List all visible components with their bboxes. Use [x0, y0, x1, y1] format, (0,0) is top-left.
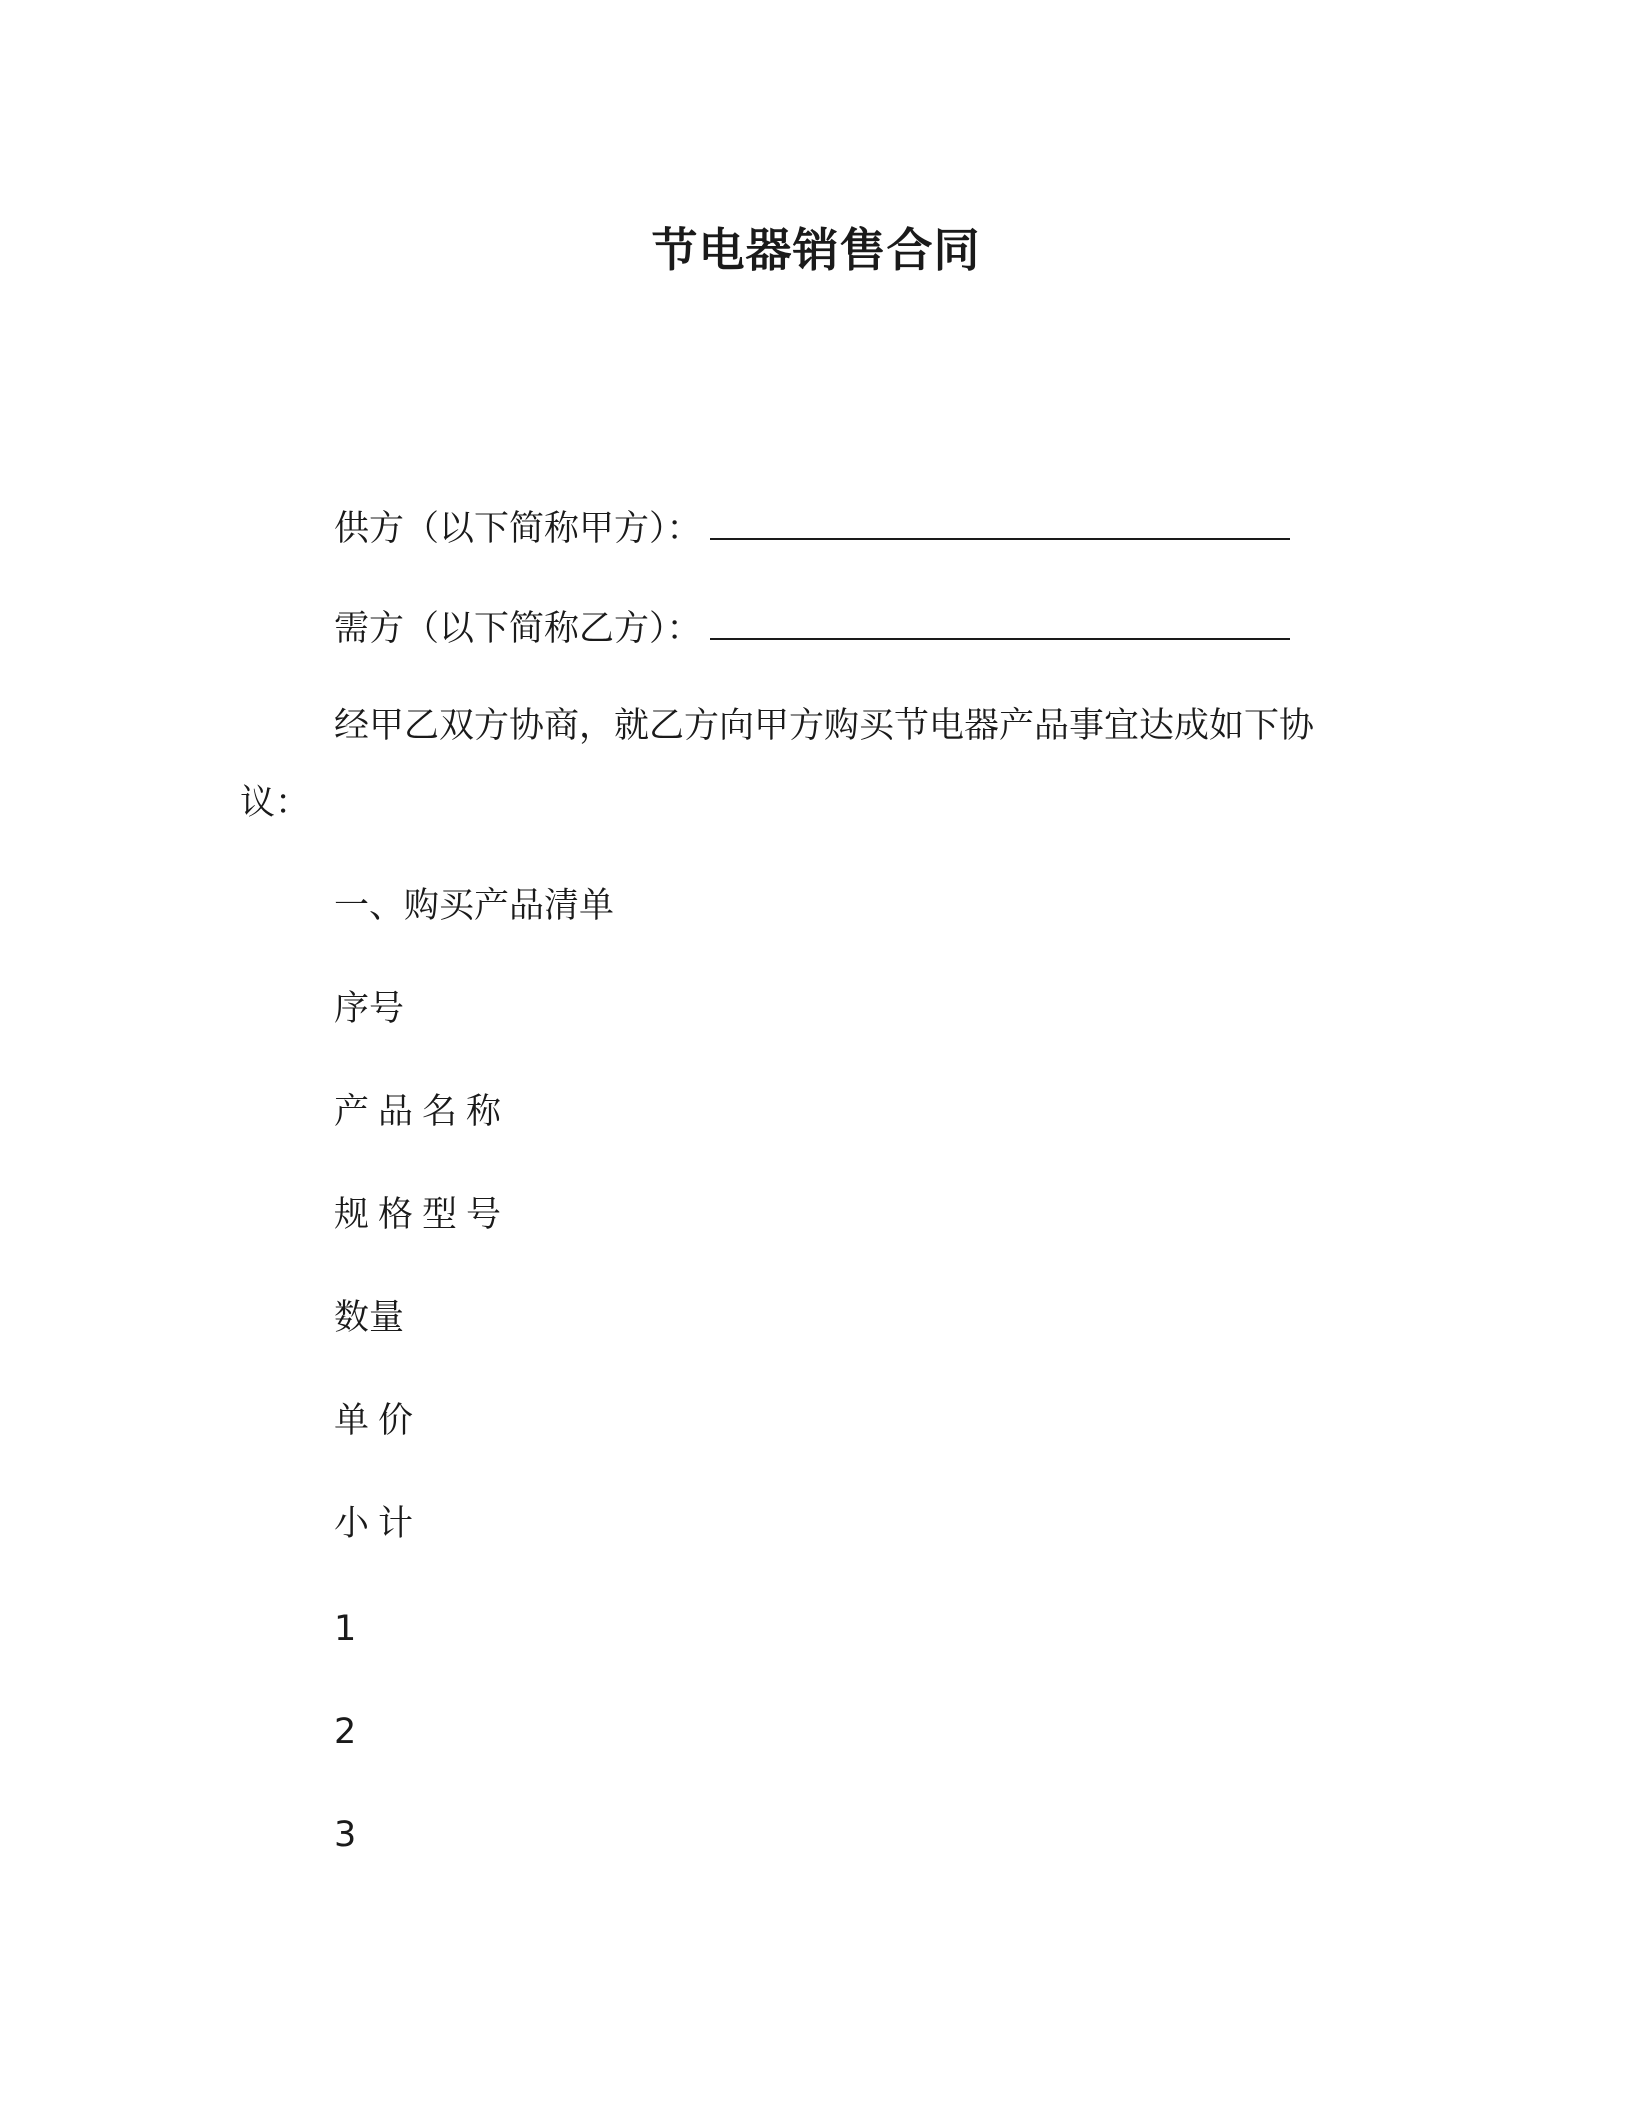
intro-paragraph-line2: 议： — [240, 783, 311, 823]
supplier-blank[interactable] — [710, 502, 1290, 540]
table-header-spec-model: 规格型号 — [334, 1195, 511, 1235]
table-header-quantity: 数量 — [334, 1298, 405, 1338]
table-header-product-name: 产品名称 — [334, 1092, 511, 1132]
table-row-number: 2 — [334, 1712, 357, 1752]
buyer-blank[interactable] — [710, 602, 1290, 640]
table-row-number: 3 — [334, 1815, 357, 1855]
table-header-subtotal: 小计 — [334, 1504, 423, 1544]
buyer-line — [334, 602, 1290, 652]
supplier-label: 供方（以下简称甲方）： — [334, 509, 702, 549]
table-row-number: 1 — [334, 1609, 357, 1649]
table-header-serial: 序号 — [334, 989, 405, 1029]
table-header-unit-price: 单价 — [334, 1401, 423, 1441]
intro-paragraph-line1: 经甲乙双方协商，就乙方向甲方购买节电器产品事宜达成如下协 — [334, 706, 1315, 746]
supplier-line — [334, 502, 1290, 552]
section-heading-product-list: 一、购买产品清单 — [334, 886, 615, 926]
document-title: 节电器销售合同 — [651, 223, 981, 277]
buyer-label: 需方（以下简称乙方）： — [334, 609, 702, 649]
